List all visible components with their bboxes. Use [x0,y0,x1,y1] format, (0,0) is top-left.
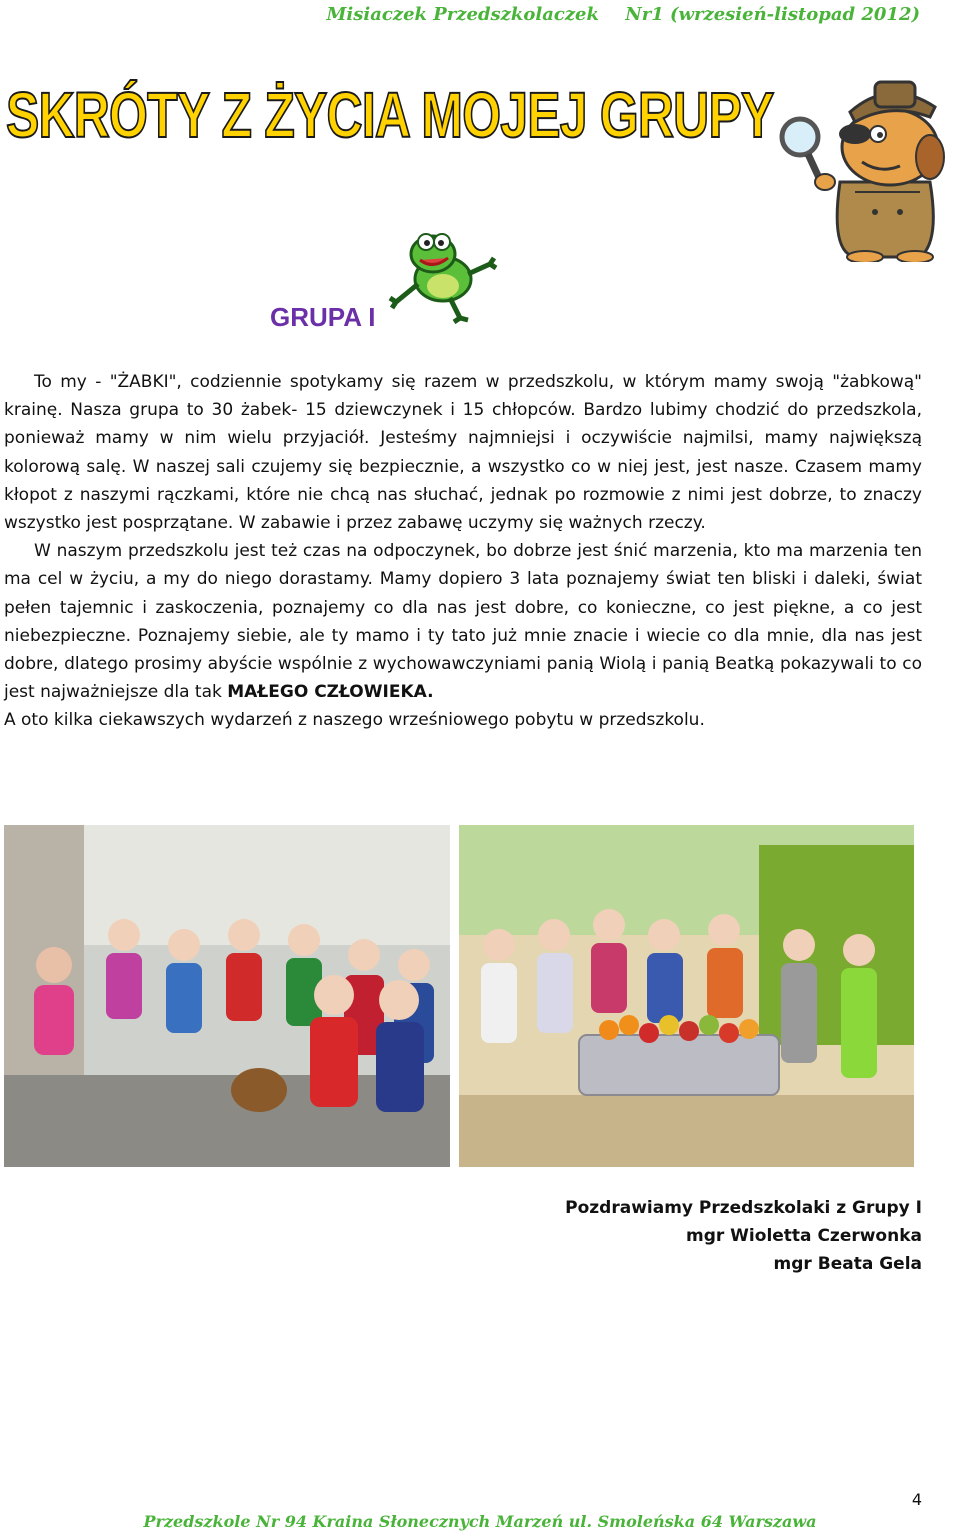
signature-author-2: mgr Beata Gela [773,1254,922,1274]
group-photo-outdoor [4,825,450,1167]
paragraph-rest-text: W naszym przedszkolu jest też czas na odpoczynek, bo dobrze jest śnić marzenia, kto ma marzenia ten ma cel w życiu, a my do niego dorastamy. Mamy dopiero 3 lata poznajemy świat ten bliski i daleki, świat pełen tajemnic i zaskoczenia, poznajemy co dla nas jest dobre, co konieczne, co jest piękne, a co jest niebezpieczne. Poznajemy siebie, ale ty mamo i ty tato już mnie znacie i wiecie co dla mnie, dla nas jest dobre, dlatego prosimy abyście wspólnie z wychowawczyniami panią Wiolą i panią Beatką pokazywali to co jest najważniejsze dla tak [4,541,922,703]
paragraph-closing: A oto kilka ciekawszych wydarzeń z naszego wrześniowego pobytu w przedszkolu. [4,710,705,731]
paragraph-rest-bold: MAŁEGO CZŁOWIEKA. [227,682,434,703]
publication-name: Misiaczek Przedszkolaczek [326,4,599,25]
paragraph-rest [4,537,922,706]
paragraph-intro: To my - "ŻABKI", codziennie spotykamy się razem w przedszkolu, w którym mamy swoją "żabkową" krainę. Nasza grupa to 30 żabek- 15 dziewczynek i 15 chłopców. Bardzo lubimy chodzić do przedszkola, ponieważ mamy w nim wielu przyjaciół. Jesteśmy najmniejsi i oczywiście najmilsi, mamy największą kolorową salę. W naszej sali czujemy się bezpiecznie, a wszystko co w niej jest, jest nasze. Czasem mamy kłopot z naszymi rączkami, które nie chcą nas słuchać, jednak po rozmowie z nimi jest dobrze, to znaczy wszystko jest posprzątane. W zabawie i przez zabawę uczymy się ważnych rzeczy. [4,372,922,534]
page-title: SKRÓTY Z ŻYCIA MOJEJ GRUPY [6,79,774,151]
issue-label: Nr1 (wrzesień-listopad 2012) [625,4,920,25]
signature-greeting: Pozdrawiamy Przedszkolaki z Grupy I [565,1198,922,1218]
frog-illustration [388,224,498,324]
article-body [4,368,922,735]
page-number: 4 [911,1490,922,1509]
page-footer: Przedszkole Nr 94 Kraina Słonecznych Marzeń ul. Smoleńska 64 Warszawa [143,1512,817,1531]
signature-block [565,1194,922,1278]
detective-dog-illustration [770,62,950,262]
signature-author-1: mgr Wioletta Czerwonka [686,1226,922,1246]
group-photo-fruit-table [459,825,914,1167]
group-title: GRUPA I [270,302,376,332]
page-header [326,4,920,25]
